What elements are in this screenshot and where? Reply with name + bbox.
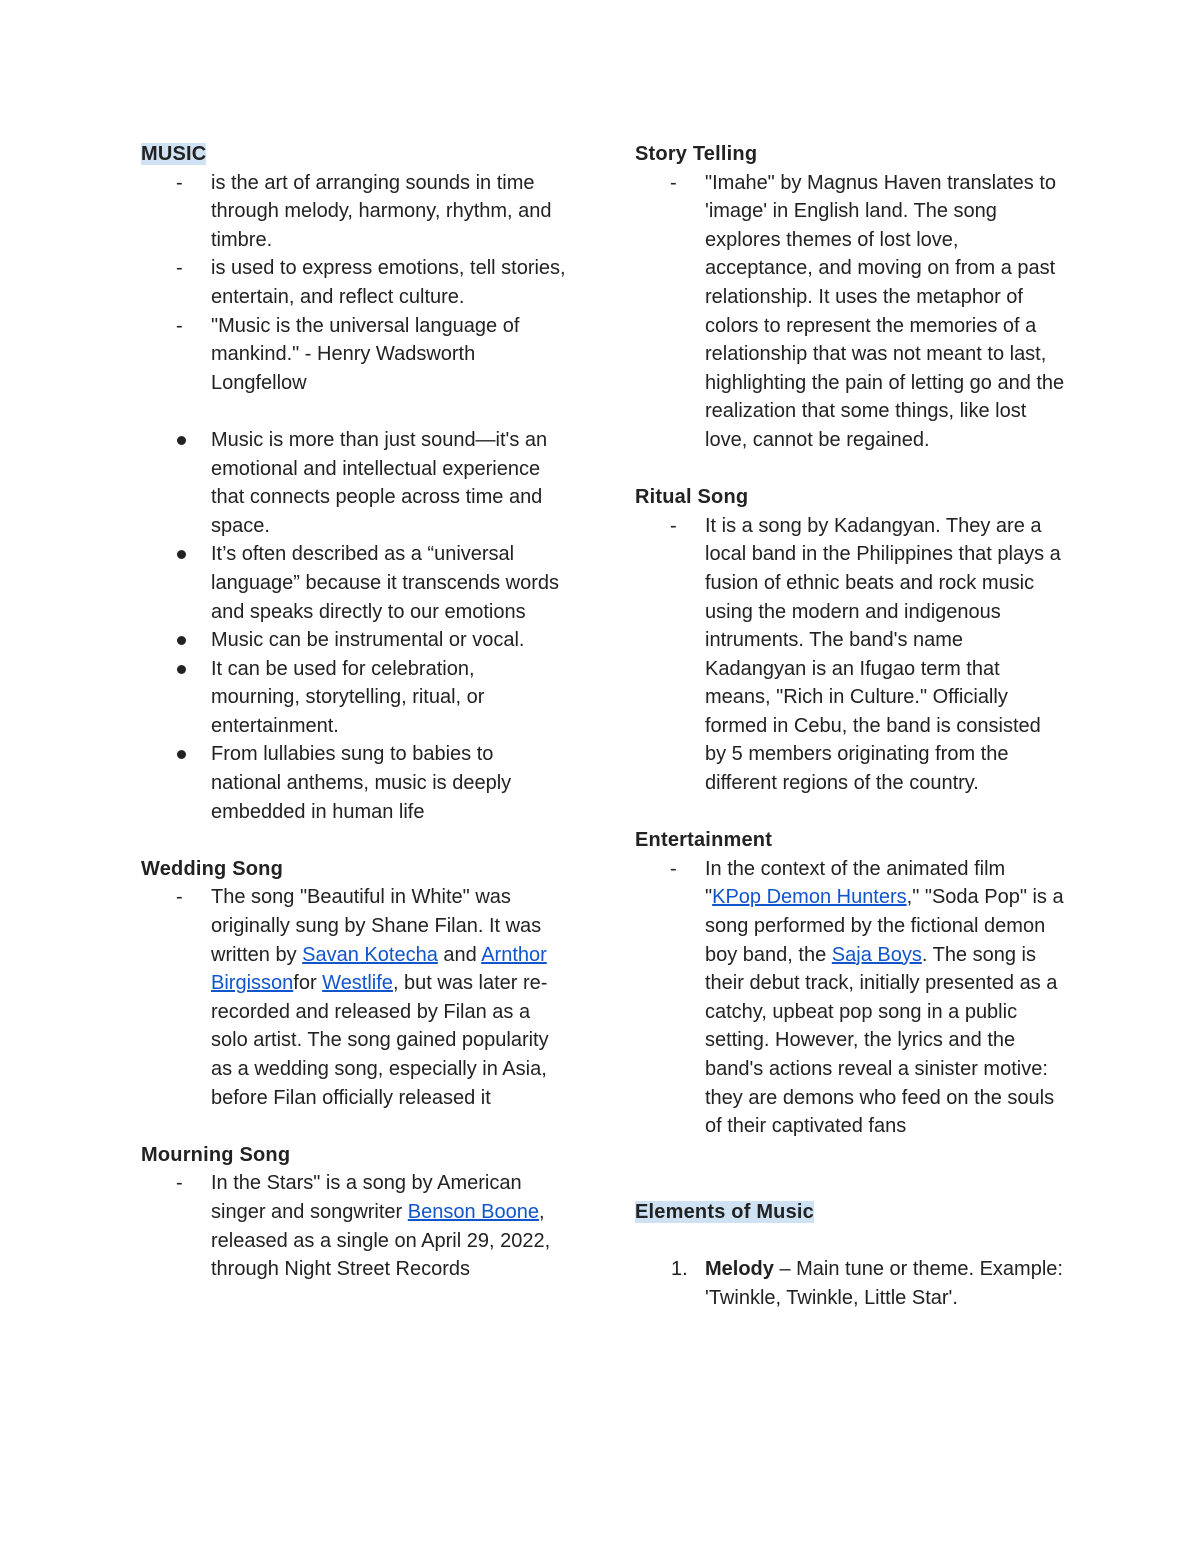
list-item: - is used to express emotions, tell stories, entertain, and reflect culture. [141, 254, 566, 311]
wedding-song-list [141, 883, 566, 1112]
westlife-link[interactable]: Westlife [322, 972, 393, 995]
list-number: 1. [671, 1258, 688, 1281]
arnthor-birgisson-link[interactable]: Arnthor Birgisson [211, 943, 547, 995]
entertainment-heading: Entertainment [635, 829, 773, 852]
dash-marker: - [670, 514, 677, 537]
left-column [141, 140, 566, 1284]
wedding-song-heading: Wedding Song [141, 857, 284, 880]
list-item: It’s often described as a “universal language” because it transcends words and speaks directly to our emotions [141, 540, 566, 626]
entertainment-list [635, 855, 1065, 1141]
list-item: - "Music is the universal language of mankind." - Henry Wadsworth Longfellow [141, 312, 566, 398]
story-telling-list [635, 169, 1065, 455]
benson-boone-link[interactable]: Benson Boone [407, 1200, 540, 1223]
list-item: - In the context of the animated film "KPop Demon Hunters," "Soda Pop" is a song performed by the fictional demon boy band, the Saja Boys. The song is their debut track, initially presented as a catchy, upbeat pop song in a public setting. However, the lyrics and the band's actions reveal a sinister motive: they are demons who feed on the souls of their captivated fans [635, 855, 1065, 1141]
mourning-song-list [141, 1169, 566, 1283]
dash-marker: - [670, 857, 677, 880]
list-item: - In the Stars" is a song by American singer and songwriter Benson Boone, released as a single on April 29, 2022, through Night Street Records [141, 1169, 566, 1283]
list-item: Music is more than just sound—it's an emotional and intellectual experience that connects people across time and space. [141, 426, 566, 540]
dash-marker: - [176, 886, 183, 909]
ritual-song-heading: Ritual Song [635, 486, 749, 509]
music-heading: MUSIC [141, 143, 207, 165]
music-dash-list [141, 169, 566, 398]
list-item: Music can be instrumental or vocal. [141, 626, 566, 655]
elements-of-music-heading: Elements of Music [635, 1200, 814, 1223]
music-bullet-list [141, 426, 566, 826]
bullet-icon [177, 665, 186, 674]
dash-marker: - [176, 1172, 183, 1195]
elements-list [635, 1255, 1065, 1312]
dash-marker: - [176, 314, 183, 337]
right-column [635, 140, 1065, 1312]
list-item: - It is a song by Kadangyan. They are a local band in the Philippines that plays a fusion of ethnic beats and rock music using the modern and indigenous intruments. The band's name Kadangyan is an Ifugao term that means, "Rich in Culture." Officially formed in Cebu, the band is consisted by 5 members originating from the different regions of the country. [635, 512, 1065, 798]
kpop-demon-hunters-link[interactable]: KPop Demon Hunters [712, 886, 907, 909]
bullet-icon [177, 436, 186, 445]
mourning-song-heading: Mourning Song [141, 1143, 291, 1166]
bullet-icon [177, 550, 186, 559]
list-item: It can be used for celebration, mourning, storytelling, ritual, or entertainment. [141, 655, 566, 741]
list-item: - The song "Beautiful in White" was originally sung by Shane Filan. It was written by Savan Kotecha and Arnthor Birgissonfor Westlife, but was later re-recorded and released by Filan as a solo artist. The song gained popularity as a wedding song, especially in Asia, before Filan officially released it [141, 883, 566, 1112]
story-telling-heading: Story Telling [635, 143, 758, 165]
dash-marker: - [176, 257, 183, 280]
saja-boys-link[interactable]: Saja Boys [831, 943, 922, 966]
element-term: Melody [705, 1258, 774, 1281]
list-item: - "Imahe" by Magnus Haven translates to 'image' in English land. The song explores themes of lost love, acceptance, and moving on from a past relationship. It uses the metaphor of colors to represent the memories of a relationship that was not meant to last, highlighting the pain of letting go and the realization that some things, like lost love, cannot be regained. [635, 169, 1065, 455]
list-item: From lullabies sung to babies to national anthems, music is deeply embedded in human life [141, 740, 566, 826]
ritual-song-list [635, 512, 1065, 798]
list-item: 1. Melody – Main tune or theme. Example: 'Twinkle, Twinkle, Little Star'. [635, 1255, 1065, 1312]
bullet-icon [177, 636, 186, 645]
dash-marker: - [670, 171, 677, 194]
savan-kotecha-link[interactable]: Savan Kotecha [302, 943, 438, 966]
list-item: - is the art of arranging sounds in time through melody, harmony, rhythm, and timbre. [141, 169, 566, 255]
dash-marker: - [176, 171, 183, 194]
bullet-icon [177, 750, 186, 759]
